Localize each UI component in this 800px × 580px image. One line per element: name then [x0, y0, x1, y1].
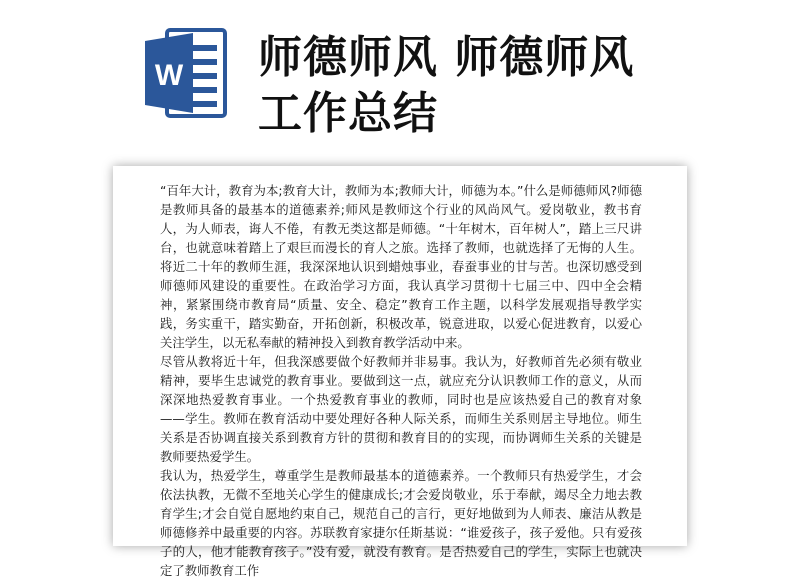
word-letter: W: [154, 59, 184, 92]
title-line-1: 师德师风 师德师风: [258, 32, 635, 83]
title-line-2: 工作总结: [258, 88, 438, 139]
document-title: [258, 30, 778, 142]
word-document-icon: [143, 27, 227, 119]
paragraph: 尽管从教将近十年，但我深感要做个好教师并非易事。我认为，好教师首先必须有敬业精神，要毕生忠诚党的教育事业。要做到这一点，就应充分认识教师工作的意义，从而深深地热爱教育事业。一个热爱教育事业的教师，同时也是应该热爱自己的教育对象——学生。教师在教育活动中要处理好各种人际关系，而师生关系则居主导地位。师生关系是否协调直接关系到教育方针的贯彻和教育目的的实现，而协调师生关系的关键是教师要热爱学生。: [160, 354, 642, 464]
paragraph: 我认为，热爱学生，尊重学生是教师最基本的道德素养。一个教师只有热爱学生，才会依法执教，无微不至地关心学生的健康成长;才会爱岗敬业，乐于奉献，竭尽全力地去教育学生;才会自觉自愿地约束自己，规范自己的言行，更好地做到为人师表、廉洁从教是师德修养中最重要的内容。苏联教育家捷尔任斯基说：“谁爱孩子，孩子爱他。只有爱孩子的人，他才能教育孩子。”没有爱，就没有教育。是否热爱自己的学生，实际上也就决定了教师教育工作: [160, 468, 642, 578]
paragraph: “百年大计，教育为本;教育大计，教师为本;教师大计，师德为本。”什么是师德师风?师德是教师具备的最基本的道德素养;师风是教师这个行业的风尚风气。爱岗敬业，教书育人，为人师表，诲人不倦，有教无类这都是师德。“十年树木，百年树人”，踏上三尺讲台，也就意味着踏上了艰巨而漫长的育人之旅。选择了教师，也就选择了无悔的人生。将近二十年的教师生涯，我深深地认识到蜡烛事业，春蚕事业的甘与苦。也深切感受到师德师风建设的重要性。在政治学习方面，我认真学习贯彻十七届三中、四中全会精神，紧紧围绕市教育局“质量、安全、稳定”教育工作主题，以科学发展观指导教学实践，务实重干，踏实勤奋，开拓创新，积极改革，锐意进取，以爱心促进教育，以爱心关注学生，以无私奉献的精神投入到教育教学活动中来。: [160, 183, 642, 350]
document-body: [160, 181, 642, 580]
